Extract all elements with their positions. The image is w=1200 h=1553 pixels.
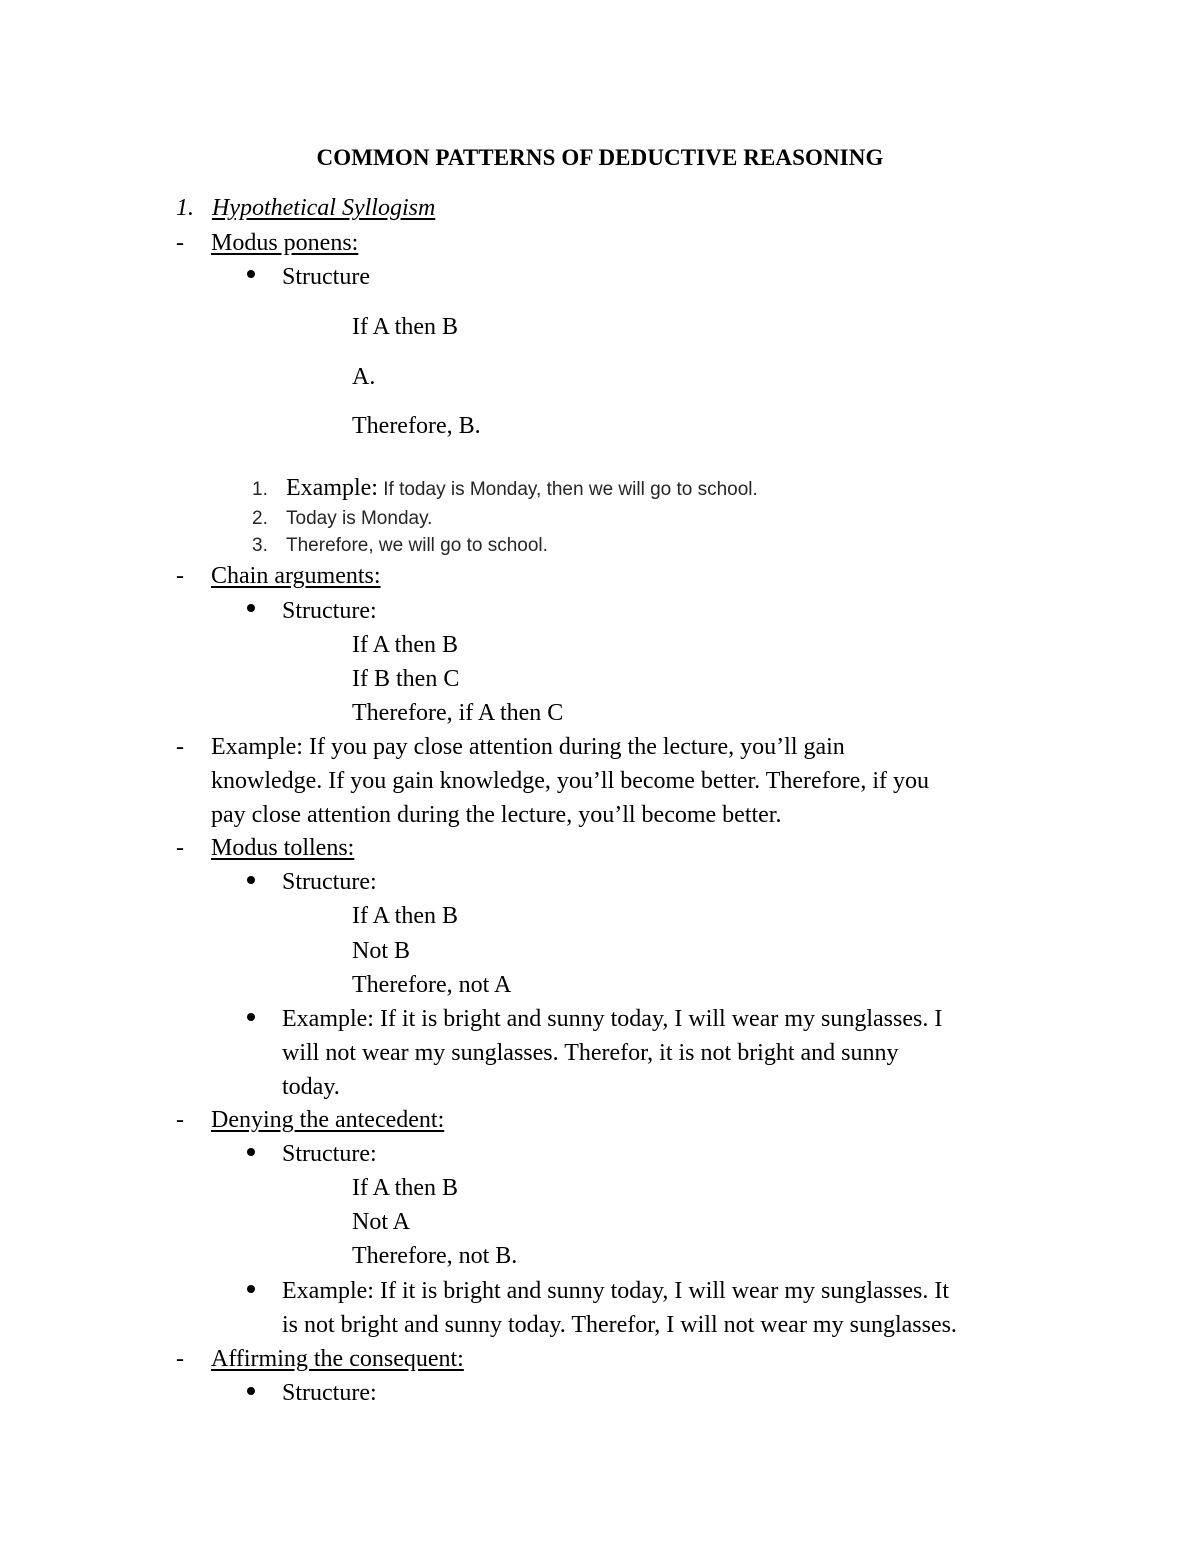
list-item: Today is Monday.	[286, 508, 433, 529]
bullet-icon	[247, 1013, 255, 1021]
structure-line: Therefore, if A then C	[352, 700, 564, 726]
example-line: Example: If it is bright and sunny today, I will wear my sunglasses. I	[282, 1006, 943, 1032]
bullet-icon	[247, 1148, 255, 1156]
structure-line: If A then B	[352, 903, 458, 929]
list-item	[286, 474, 758, 502]
structure-line: Not B	[352, 938, 411, 964]
structure-line: Therefore, not B.	[352, 1243, 518, 1269]
bullet-icon	[247, 1285, 255, 1293]
structure-label: Structure:	[282, 1141, 377, 1167]
section-number: 1.	[176, 195, 194, 221]
bullet-icon	[247, 876, 255, 884]
example-line: knowledge. If you gain knowledge, you’ll become better. Therefore, if you	[211, 768, 929, 794]
list-number: 3.	[252, 535, 268, 556]
list-item: Therefore, we will go to school.	[286, 535, 548, 556]
example-text: If today is Monday, then we will go to school.	[377, 479, 758, 500]
example-line: will not wear my sunglasses. Therefor, it is not bright and sunny	[282, 1040, 899, 1066]
dash-marker: -	[176, 1107, 184, 1133]
structure-line: Therefore, B.	[352, 413, 481, 439]
bullet-icon	[247, 604, 255, 612]
dash-marker: -	[176, 1346, 184, 1372]
list-number: 1.	[252, 479, 268, 500]
example-line: is not bright and sunny today. Therefor, I will not wear my sunglasses.	[282, 1312, 957, 1338]
structure-line: If B then C	[352, 666, 460, 692]
structure-label: Structure:	[282, 1380, 377, 1406]
denying-antecedent-heading: Denying the antecedent:	[211, 1107, 445, 1133]
chain-arguments-heading: Chain arguments:	[211, 563, 381, 589]
structure-label: Structure	[282, 264, 370, 290]
modus-ponens-heading: Modus ponens:	[211, 230, 359, 256]
structure-line: If A then B	[352, 632, 458, 658]
dash-marker: -	[176, 563, 184, 589]
structure-line: If A then B	[352, 314, 458, 340]
example-line: Example: If you pay close attention during the lecture, you’ll gain	[211, 734, 845, 760]
example-line: Example: If it is bright and sunny today, I will wear my sunglasses. It	[282, 1278, 949, 1304]
page-title: COMMON PATTERNS OF DEDUCTIVE REASONING	[316, 145, 884, 170]
example-line: pay close attention during the lecture, you’ll become better.	[211, 802, 782, 828]
dash-marker: -	[176, 734, 184, 760]
bullet-icon	[247, 270, 255, 278]
dash-marker: -	[176, 835, 184, 861]
structure-label: Structure:	[282, 598, 377, 624]
structure-line: Not A	[352, 1209, 411, 1235]
affirming-consequent-heading: Affirming the consequent:	[211, 1346, 464, 1372]
modus-tollens-heading: Modus tollens:	[211, 835, 355, 861]
structure-line: A.	[352, 364, 376, 390]
section-heading: Hypothetical Syllogism	[212, 195, 436, 221]
structure-label: Structure:	[282, 869, 377, 895]
structure-line: Therefore, not A	[352, 972, 512, 998]
example-label: Example:	[286, 475, 378, 501]
bullet-icon	[247, 1387, 255, 1395]
dash-marker: -	[176, 230, 184, 256]
list-number: 2.	[252, 508, 268, 529]
example-line: today.	[282, 1074, 340, 1100]
structure-line: If A then B	[352, 1175, 458, 1201]
